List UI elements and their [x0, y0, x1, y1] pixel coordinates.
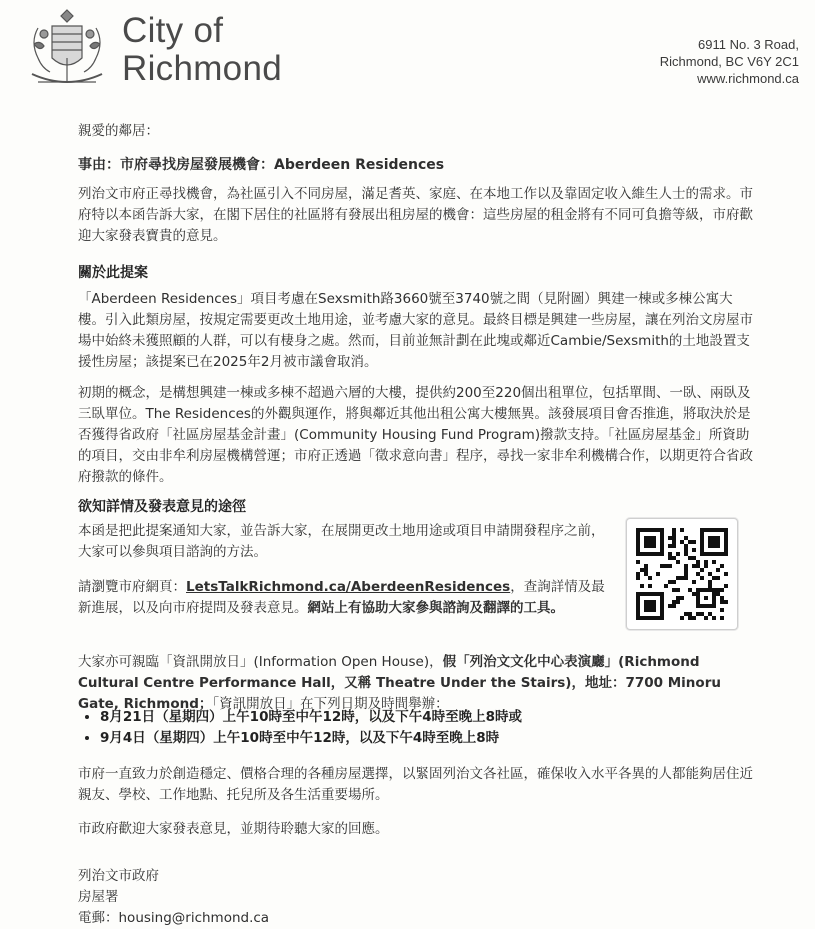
concept-paragraph: 初期的概念，是構想興建一棟或多棟不超過六層的大樓，提供約200至220個出租單位，包括單間、一臥、兩臥及三臥單位。The Residences的外觀與運作，將與鄰近其他出租公寓大樓無異。該發展項目會否推進，將取決於是否獲得省政府「社區房屋基金計畫」(Community Housing Fund Program)撥款支持。「社區房屋基金」所資助的項目，交由非牟利房屋機構營運；市府正透過「徵求意向書」程序，尋找一家非牟利機構合作，以期更符合省政府撥款的條件。 — [78, 385, 753, 485]
date-item-1: • 8月21日（星期四）上午10時至中午12時，以及下午4時至晚上8時或 — [100, 707, 522, 728]
qr-code[interactable] — [626, 518, 738, 630]
subject-line: 事由：市府尋找房屋發展機會：Aberdeen Residences — [78, 157, 445, 173]
salutation: 親愛的鄰居： — [78, 123, 159, 139]
qr-code-graphic — [636, 528, 728, 620]
date-item-2: • 9月4日（星期四）上午10時至中午12時，以及下午4時至晚上8時 — [100, 728, 522, 749]
open-house-paragraph — [78, 652, 758, 715]
city-address — [660, 36, 799, 87]
open-house-venue: 假「列治文文化中心表演廳」(Richmond Cultural Centre Performance Hall，又稱 Theatre Under the Stairs)，地址：7700 Minoru Gate, Richmond； — [78, 654, 721, 712]
about-heading: 關於此提案 — [78, 265, 148, 281]
website-link[interactable]: LetsTalkRichmond.ca/AberdeenResidences — [186, 579, 511, 595]
open-house-intro: 大家亦可親臨「資訊開放日」(Information Open House)， — [78, 654, 443, 670]
open-house-dates — [78, 707, 522, 749]
signature-city: 列治文市政府 — [78, 868, 159, 884]
address-website: www.richmond.ca — [697, 71, 799, 86]
website-paragraph — [78, 577, 608, 619]
contact-email: 電郵：housing@richmond.ca — [78, 910, 270, 926]
city-logo-wordmark — [122, 12, 282, 88]
open-house-schedule-intro: 「資訊開放日」在下列日期及時間舉辦： — [212, 696, 449, 712]
address-street: 6911 No. 3 Road, — [698, 37, 799, 52]
address-city: Richmond, BC V6Y 2C1 — [659, 54, 799, 69]
closing-line: 市政府歡迎大家發表意見，並期待聆聽大家的回應。 — [78, 821, 389, 837]
about-paragraph: 「Aberdeen Residences」項目考慮在Sexsmith路3660號至3740號之間（見附圖）興建一棟或多棟公寓大樓。引入此類房屋，按規定需要更改土地用途，並考慮大家的意見。最終目標是興建一些房屋，讓在列治文房屋市場中始終未獲照顧的人群，可以有棲身之處。然而，目前並無計劃在此塊或鄰近Cambie/Sexsmith的土地設置支援性房屋；該提案已在2025年2月被市議會取消。 — [78, 291, 753, 370]
signature-department: 房屋署 — [78, 889, 119, 905]
website-suffix: ，查詢詳情及最新進展，以及向市府提問及發表意見。 — [78, 579, 605, 616]
intro-paragraph: 列治文市府正尋找機會，為社區引入不同房屋，滿足耆英、家庭、在本地工作以及靠固定收入維生人士的需求。市府特以本函告訴大家，在閣下居住的社區將有發展出租房屋的機會：這些房屋的租金將有不同可負擔等級，市府歡迎大家發表寶貴的意見。 — [78, 186, 753, 244]
city-crest-logo — [24, 4, 110, 96]
signature-block — [78, 866, 758, 929]
website-prefix: 請瀏覽市府網頁： — [78, 579, 186, 595]
logo-line-2: Richmond — [122, 49, 282, 88]
details-paragraph: 本函是把此提案通知大家，並告訴大家，在展開更改土地用途或項目申請開發程序之前，大家可以參與項目諮詢的方法。 — [78, 523, 605, 560]
commitment-paragraph: 市府一直致力於創造穩定、價格合理的各種房屋選擇，以緊固列治文各社區，確保收入水平各異的人都能夠居住近親友、學校、工作地點、托兒所及各生活重要場所。 — [78, 766, 753, 803]
website-tools-note: 網站上有協助大家參與諮詢及翻譯的工具。 — [307, 600, 564, 616]
details-heading: 欲知詳情及發表意見的途徑 — [78, 499, 246, 515]
logo-line-1: City of — [122, 11, 224, 50]
